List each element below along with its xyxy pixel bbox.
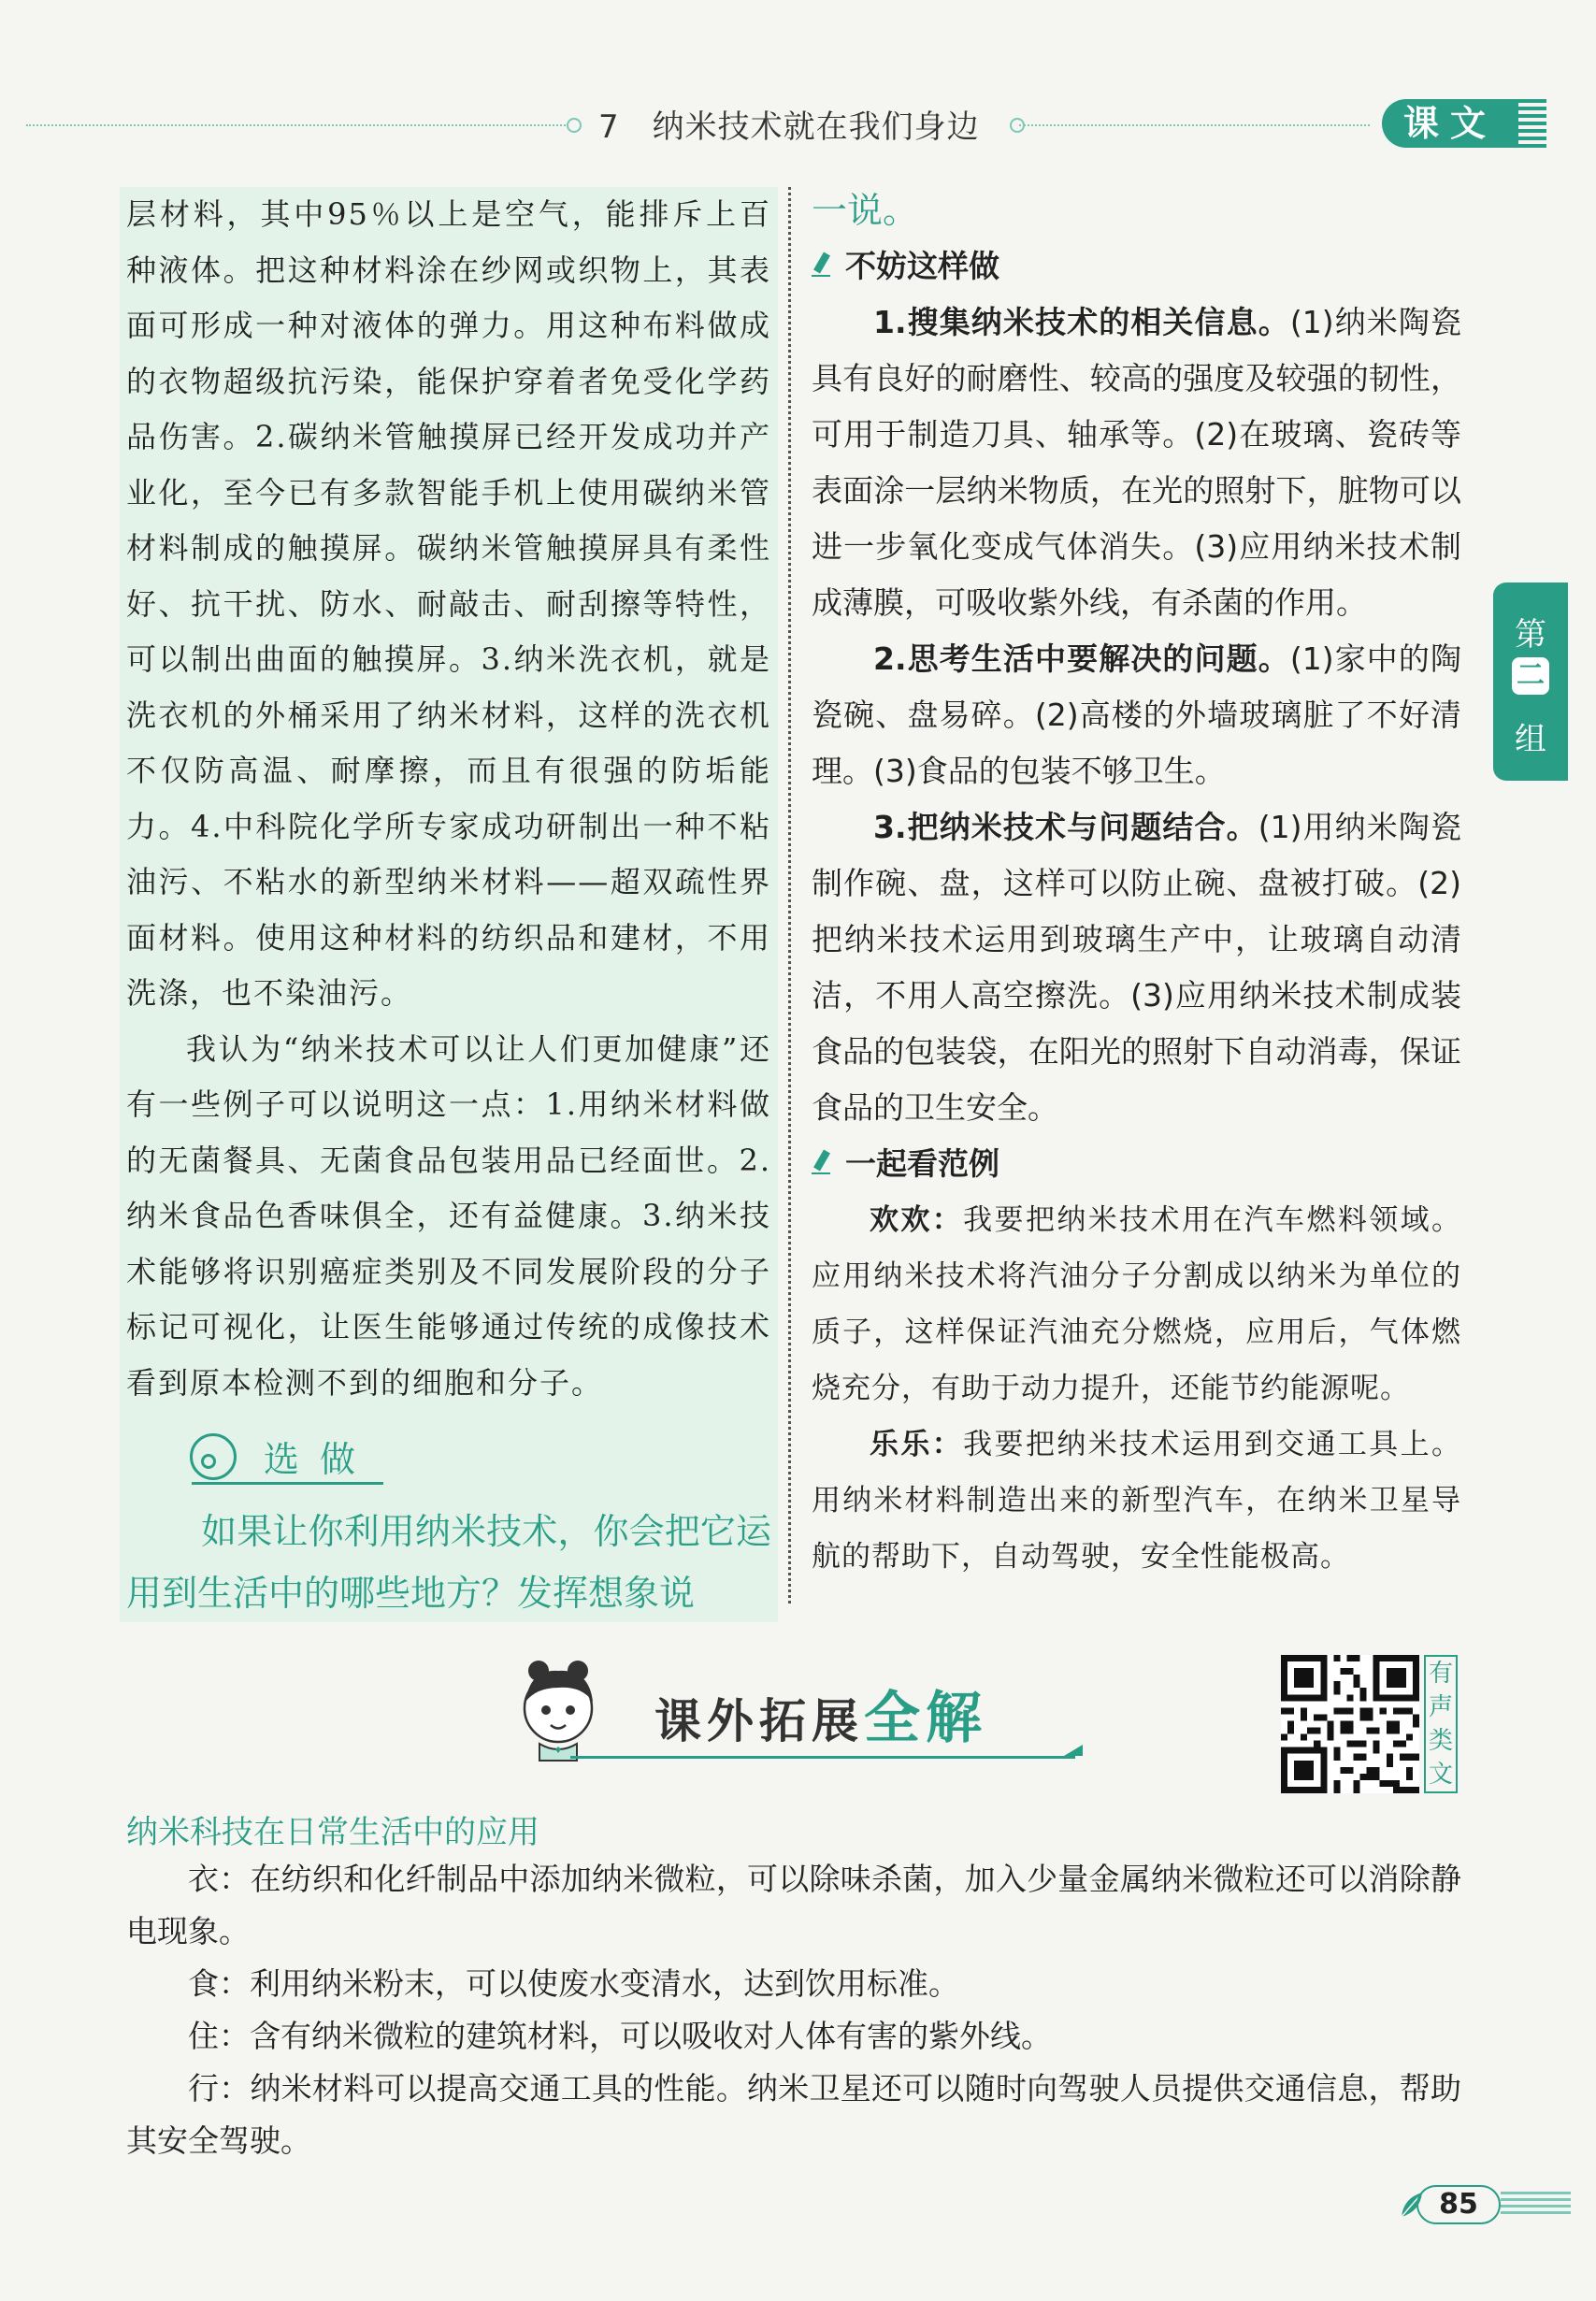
side-tab-bottom: 组 — [1515, 721, 1546, 758]
banner-text-highlight: 全解 — [864, 1686, 987, 1751]
qr-audio-label: 有声类文 — [1424, 1655, 1458, 1793]
tip-text: (1)用纳米陶瓷制作碗、盘，这样可以防止碗、盘被打破。(2)把纳米技术运用到玻璃生产中，让玻璃自动清洁，不用人高空擦洗。(3)应用纳米技术制成装食品的包装袋，在阳光的照射下自动消毒，保证食品的卫生安全。 — [812, 809, 1461, 1126]
example-text: 我要把纳米技术运用到交通工具上。用纳米材料制造出来的新型汽车，在纳米卫星导航的帮助下，自动驾驶，安全性能极高。 — [812, 1428, 1462, 1574]
pencil-icon — [812, 1150, 832, 1178]
optional-task-underline — [192, 1482, 383, 1485]
tip-lead: 1.搜集纳米技术的相关信息。 — [873, 304, 1290, 340]
right-column — [812, 182, 1461, 1585]
example-paragraph-1 — [812, 1192, 1461, 1417]
side-tab-top: 第 — [1515, 616, 1546, 654]
tip-paragraph-2 — [812, 631, 1461, 799]
footer-stripes — [1501, 2192, 1571, 2218]
header-ring-left — [567, 118, 582, 133]
tip-text: (1)纳米陶瓷具有良好的耐磨性、较高的强度及较强的韧性，可用于制造刀具、轴承等。(2)在玻璃、瓷砖等表面涂一层纳米物质，在光的照射下，脏物可以进一步氧化变成气体消失。(3)应用纳米技术制成薄膜，可吸收紫外线，有杀菌的作用。 — [812, 304, 1462, 621]
chapter-title: 7 纳米技术就在我们身边 — [598, 108, 980, 146]
banner-text-main: 课外拓展 — [654, 1694, 864, 1748]
heading-text: 不妨这样做 — [845, 248, 999, 284]
example-speaker: 乐乐： — [870, 1428, 964, 1461]
pencil-icon — [812, 252, 832, 280]
extension-item-food: 食：利用纳米粉末，可以使废水变清水，达到饮用标准。 — [188, 1965, 959, 2002]
header-rule-left — [26, 124, 573, 126]
tip-lead: 2.思考生活中要解决的问题。 — [873, 640, 1290, 677]
unit-side-tab — [1493, 582, 1568, 781]
extension-body — [126, 1853, 1461, 2167]
left-panel-text — [126, 187, 771, 1411]
column-divider — [788, 187, 791, 1604]
extension-banner-title — [654, 1674, 987, 1754]
answer-paragraph-2: 我认为“纳米技术可以让人们更加健康”还有一些例子可以说明这一点：1.用纳米材料做的无菌餐具、无菌食品包装用品已经面世。2.纳米食品色香味俱全，还有益健康。3.纳米技术能够将识别癌症类别及不同发展阶段的分子标记可视化，让医生能够通过传统的成像技术看到原本检测不到的细胞和分子。 — [126, 1030, 771, 1401]
example-speaker: 欢欢： — [870, 1203, 964, 1237]
extension-item-transport: 行：纳米材料可以提高交通工具的性能。纳米卫星还可以随时向驾驶人员提供交通信息，帮助其安全驾驶。 — [126, 2070, 1461, 2159]
optional-task-prompt — [126, 1501, 771, 1624]
answer-paragraph-1: 层材料，其中95％以上是空气，能排斥上百种液体。把这种材料涂在纱网或织物上，其表面可形成一种对液体的弹力。用这种布料做成的衣物超级抗污染，能保护穿着者免受化学药品伤害。2.碳纳米管触摸屏已经开发成功并产业化，至今已有多款智能手机上使用碳纳米管材料制成的触摸屏。碳纳米管触摸屏具有柔性好、抗干扰、防水、耐敲击、耐刮擦等特性，可以制出曲面的触摸屏。3.纳米洗衣机，就是洗衣机的外桶采用了纳米材料，这样的洗衣机不仅防高温、耐摩擦，而且有很强的防垢能力。4.中科院化学所专家成功研制出一种不粘油污、不粘水的新型纳米材料——超双疏性界面材料。使用这种材料的纺织品和建材，不用洗涤，也不染油污。 — [126, 196, 771, 1011]
extension-item-clothing: 衣：在纺织和化纤制品中添加纳米微粒，可以除味杀菌，加入少量金属纳米微粒还可以消除静电现象。 — [126, 1861, 1461, 1949]
tip-paragraph-3 — [812, 799, 1461, 1136]
optional-task-label: 选做 — [264, 1439, 377, 1480]
qr-code-icon[interactable] — [1281, 1655, 1419, 1793]
badge-stripes — [1518, 99, 1546, 148]
header-rule-right — [1019, 124, 1370, 126]
example-paragraph-2 — [812, 1417, 1461, 1585]
section-badge: 课文 — [1382, 99, 1518, 148]
girl-mascot-icon — [507, 1650, 610, 1762]
prompt-continuation: 一说。 — [812, 190, 919, 231]
side-tab-number: 二 — [1512, 657, 1549, 695]
section-heading-tips — [812, 238, 1461, 295]
tip-paragraph-1 — [812, 295, 1461, 631]
section-heading-examples — [812, 1136, 1461, 1192]
banner-underline — [570, 1756, 1075, 1759]
tip-text: (1)家中的陶瓷碗、盘易碎。(2)高楼的外墙玻璃脏了不好清理。(3)食品的包装不够卫生。 — [812, 640, 1462, 789]
optional-task-text: 如果让你利用纳米技术，你会把它运用到生活中的哪些地方？发挥想象说 — [126, 1511, 771, 1614]
extension-section-title: 纳米科技在日常生活中的应用 — [126, 1814, 539, 1851]
tip-lead: 3.把纳米技术与问题结合。 — [873, 809, 1258, 845]
page-number: 85 — [1416, 2185, 1501, 2224]
banner-arrow — [1064, 1745, 1083, 1756]
heading-text: 一起看范例 — [845, 1145, 999, 1182]
extension-item-housing: 住：含有纳米微粒的建筑材料，可以吸收对人体有害的紫外线。 — [188, 2018, 1052, 2054]
optional-task-icon — [190, 1433, 237, 1480]
example-text: 我要把纳米技术用在汽车燃料领域。应用纳米技术将汽油分子分割成以纳米为单位的质子，这样保证汽油充分燃烧，应用后，气体燃烧充分，有助于动力提升，还能节约能源呢。 — [812, 1203, 1462, 1405]
